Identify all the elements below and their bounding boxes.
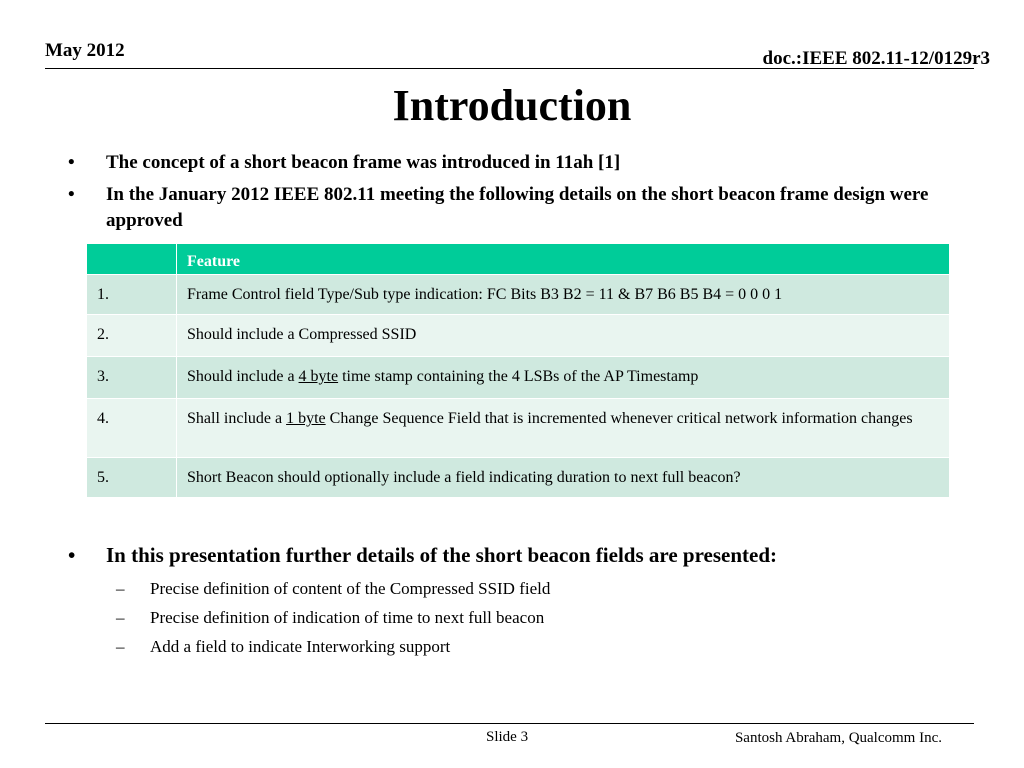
table-row bbox=[87, 357, 950, 399]
row-number: 2. bbox=[87, 315, 177, 357]
row-feature-pre: Should include a bbox=[187, 368, 299, 385]
table-header-feature: Feature bbox=[177, 244, 950, 275]
footer-divider bbox=[45, 723, 974, 724]
row-feature: Short Beacon should optionally include a field indicating duration to next full beacon? bbox=[177, 458, 950, 498]
presentation-subitems bbox=[116, 574, 550, 661]
sub-item bbox=[116, 632, 550, 661]
table-header-row bbox=[87, 244, 950, 275]
dash-icon: – bbox=[116, 579, 125, 598]
table-row bbox=[87, 399, 950, 458]
sub-item bbox=[116, 574, 550, 603]
row-feature-underlined: 1 byte bbox=[286, 410, 326, 427]
dash-icon: – bbox=[116, 608, 125, 627]
feature-table bbox=[86, 243, 950, 498]
bullet-text: The concept of a short beacon frame was introduced in 11ah [1] bbox=[106, 152, 621, 173]
bullet-text: In the January 2012 IEEE 802.11 meeting the following details on the short beacon frame design were approved bbox=[106, 184, 929, 231]
header-doc-id: doc.:IEEE 802.11-12/0129r3 bbox=[762, 48, 990, 69]
dash-icon: – bbox=[116, 637, 125, 656]
row-feature-post: Change Sequence Field that is incremented whenever critical network information changes bbox=[325, 410, 913, 427]
row-feature-pre: Shall include a bbox=[187, 410, 287, 427]
bullet-icon: • bbox=[68, 184, 75, 205]
slide-title: Introduction bbox=[392, 81, 632, 130]
table-row bbox=[87, 275, 950, 315]
bullet-icon: • bbox=[68, 152, 75, 173]
row-feature-underlined: 4 byte bbox=[298, 368, 339, 385]
table-row bbox=[87, 458, 950, 498]
row-feature bbox=[177, 357, 950, 399]
row-feature bbox=[177, 399, 950, 458]
header-date: May 2012 bbox=[45, 40, 125, 61]
sub-item-text: Add a field to indicate Interworking support bbox=[150, 637, 451, 656]
bullet-icon: • bbox=[68, 543, 76, 567]
bullet-item bbox=[68, 150, 948, 176]
presentation-bullets bbox=[68, 542, 968, 572]
bullet-item bbox=[68, 542, 968, 568]
sub-item-text: Precise definition of content of the Compressed SSID field bbox=[150, 579, 551, 598]
row-feature: Should include a Compressed SSID bbox=[177, 315, 950, 357]
row-feature: Frame Control field Type/Sub type indication: FC Bits B3 B2 = 11 & B7 B6 B5 B4 = 0 0 0 1 bbox=[177, 275, 950, 315]
row-feature-post: time stamp containing the 4 LSBs of the AP Timestamp bbox=[338, 368, 699, 385]
bullet-item bbox=[68, 182, 948, 234]
row-number: 4. bbox=[87, 399, 177, 458]
table-header-number bbox=[87, 244, 177, 275]
sub-item-text: Precise definition of indication of time to next full beacon bbox=[150, 608, 545, 627]
bullet-text: In this presentation further details of the short beacon fields are presented: bbox=[106, 543, 778, 567]
footer-author: Santosh Abraham, Qualcomm Inc. bbox=[734, 730, 942, 746]
row-number: 5. bbox=[87, 458, 177, 498]
sub-item bbox=[116, 603, 550, 632]
table-row bbox=[87, 315, 950, 357]
slide-number: Slide 3 bbox=[486, 729, 529, 745]
row-number: 1. bbox=[87, 275, 177, 315]
header-divider bbox=[45, 68, 974, 69]
row-number: 3. bbox=[87, 357, 177, 399]
intro-bullets bbox=[68, 150, 948, 240]
